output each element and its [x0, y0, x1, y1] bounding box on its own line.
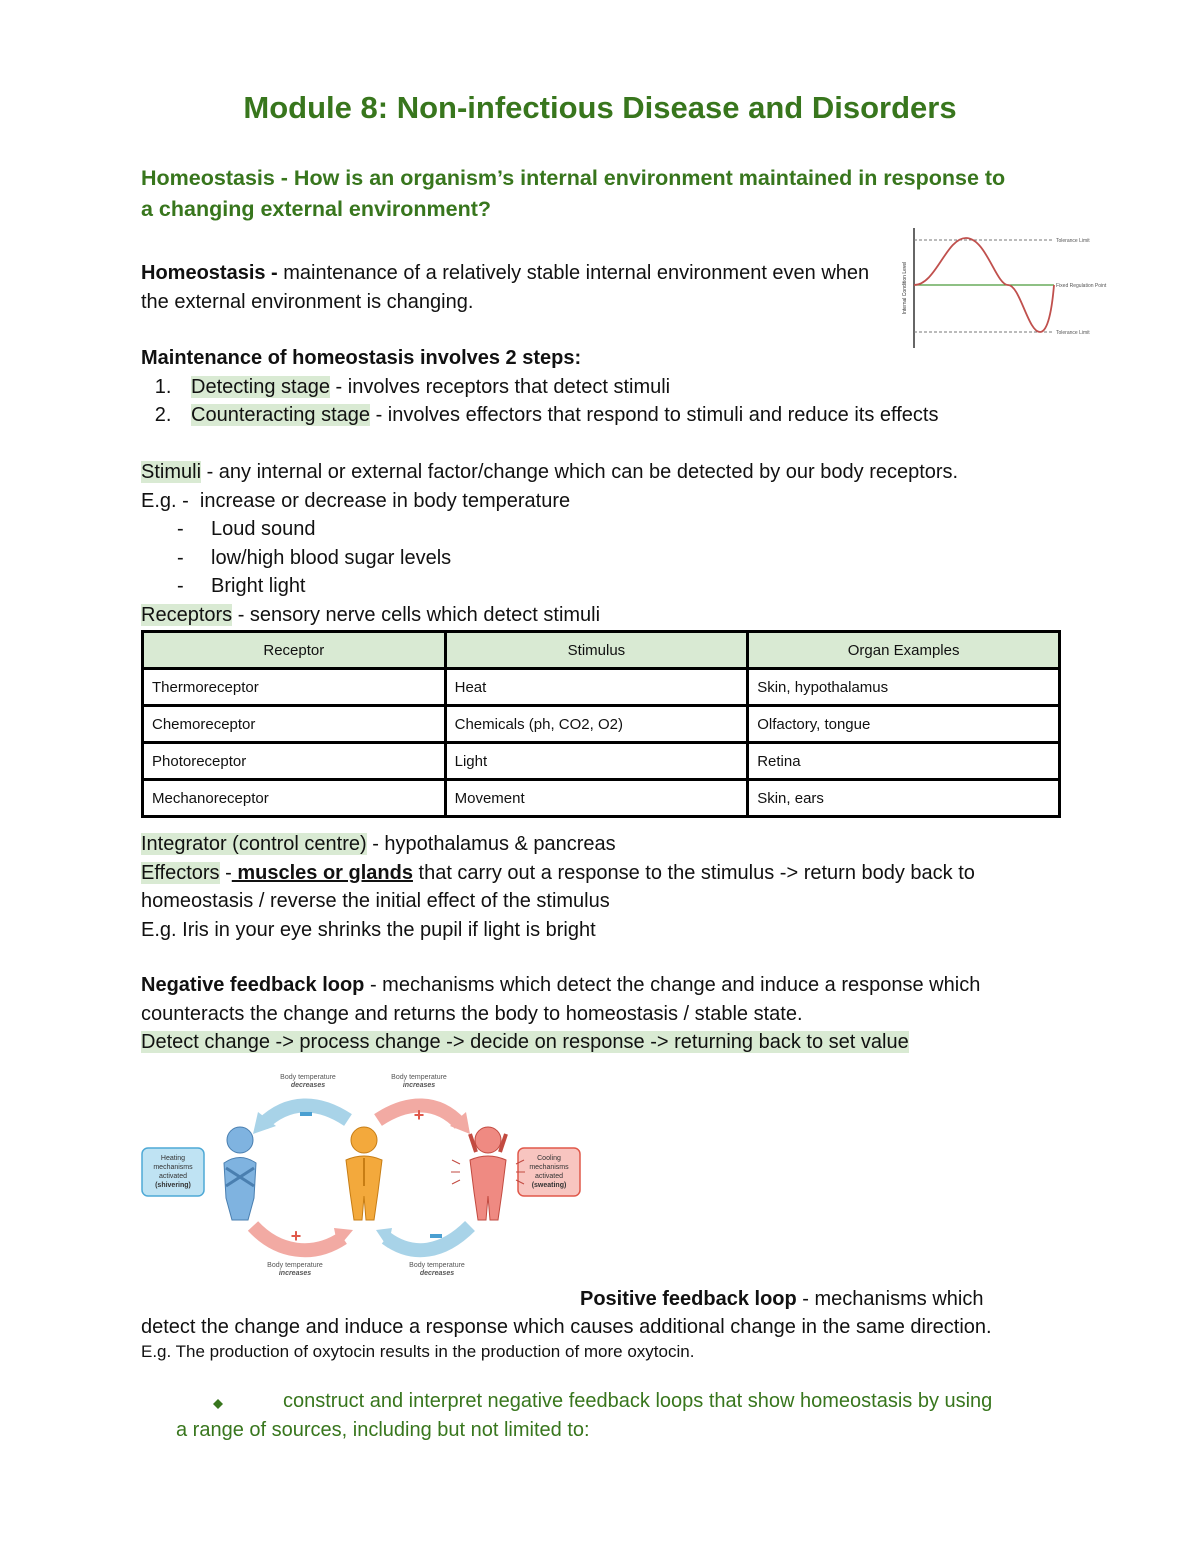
step-text: - involves effectors that respond to stimuli and reduce its effects	[370, 404, 939, 426]
graph-lower-label: Tolerance Limit	[1056, 330, 1090, 336]
receptor-table	[141, 630, 1061, 818]
positive-rest: detect the change and induce a response which causes additional change in the same direction.	[141, 1316, 992, 1338]
table-cell: Thermoreceptor	[143, 669, 446, 706]
positive-example: E.g. The production of oxytocin results in the production of more oxytocin.	[141, 1342, 695, 1361]
label-bottom-left-2: increases	[278, 1270, 312, 1277]
label-bottom-right-1: Body temperature	[409, 1262, 465, 1269]
effectors-definition	[141, 859, 1076, 916]
label-top-left-1: Body temperature	[280, 1074, 336, 1081]
example-text: low/high blood sugar levels	[211, 546, 452, 569]
positive-first-line	[580, 1285, 1080, 1314]
normal-person-icon	[346, 1127, 382, 1220]
negative-steps: Detect change -> process change -> decide on response -> returning back to set value	[141, 1031, 909, 1053]
bullet-line-2: a range of sources, including but not limited to:	[176, 1419, 590, 1441]
stimuli-example-first	[141, 487, 1081, 516]
table-row	[143, 706, 1060, 743]
stimuli-section	[141, 458, 1081, 629]
homeostasis-graph	[896, 224, 1107, 350]
cooling-text: mechanisms	[529, 1164, 569, 1171]
stimuli-text: - any internal or external factor/change which can be detected by our body receptors.	[201, 461, 959, 483]
effectors-bold: muscles or glands	[231, 861, 413, 884]
table-cell: Retina	[748, 743, 1060, 780]
graph-upper-label: Tolerance Limit	[1056, 238, 1090, 244]
example-text: Bright light	[211, 575, 306, 597]
step-item	[177, 401, 1081, 430]
effectors-term: Effectors	[141, 861, 220, 884]
page-title: Module 8: Non-infectious Disease and Disorders	[243, 90, 957, 125]
table-cell: Light	[445, 743, 748, 780]
definition-term: Homeostasis -	[141, 262, 278, 284]
table-cell: Skin, ears	[748, 780, 1060, 817]
effectors-text: that carry out a response to the stimulus -> return body back to homeostasis / reverse the initial effect of the stimulus	[141, 861, 975, 912]
eg-first: increase or decrease in body temperature	[199, 489, 571, 512]
label-top-right-1: Body temperature	[391, 1074, 447, 1081]
table-cell: Chemicals (ph, CO2, O2)	[445, 706, 748, 743]
cooling-text: Cooling	[537, 1155, 561, 1162]
label-top-right-2: increases	[402, 1082, 436, 1089]
step-text: - involves receptors that detect stimuli	[329, 375, 671, 398]
table-header: Receptor	[143, 632, 446, 669]
receptors-definition	[141, 601, 1081, 630]
step-term: Counteracting stage	[191, 404, 371, 426]
label-bottom-right-2: decreases	[419, 1270, 455, 1277]
positive-text-first: - mechanisms which	[796, 1288, 984, 1310]
list-item: - Bright light	[177, 575, 306, 597]
effectors-dash: -	[219, 861, 232, 884]
cooling-text: activated	[534, 1173, 564, 1180]
table-cell: Skin, hypothalamus	[748, 669, 1060, 706]
table-row	[143, 780, 1060, 817]
negative-term: Negative feedback loop	[141, 974, 365, 996]
table-header: Organ Examples	[748, 632, 1060, 669]
label-top-left-2: decreases	[290, 1082, 326, 1089]
arrow-bottom-right	[386, 1226, 470, 1250]
table-row	[143, 743, 1060, 780]
label-bottom-left-1: Body temperature	[267, 1262, 323, 1269]
table-row	[143, 669, 1060, 706]
negative-definition	[141, 971, 1076, 1028]
eg-prefix: E.g. -	[141, 489, 189, 512]
heating-text: (shivering)	[155, 1182, 191, 1189]
plus-icon: +	[413, 1105, 425, 1125]
table-cell: Movement	[445, 780, 748, 817]
table-cell: Olfactory, tongue	[748, 706, 1060, 743]
step-term: Detecting stage	[191, 375, 330, 398]
heating-text: mechanisms	[153, 1164, 193, 1171]
positive-term: Positive feedback loop	[580, 1288, 797, 1310]
hot-person-icon	[451, 1127, 525, 1220]
cooling-text: (sweating)	[531, 1182, 567, 1189]
table-cell: Chemoreceptor	[143, 706, 446, 743]
receptors-text: - sensory nerve cells which detect stimuli	[232, 603, 601, 626]
list-item: - Loud sound	[177, 518, 316, 540]
stimuli-term: Stimuli	[141, 461, 202, 483]
table-header: Stimulus	[445, 632, 748, 669]
graph-y-label: Internal Condition Level	[902, 261, 908, 315]
plus-icon: +	[290, 1226, 302, 1246]
integrator-term: Integrator (control centre)	[141, 833, 367, 855]
receptors-term: Receptors	[141, 603, 233, 626]
diamond-bullet-icon	[212, 1398, 224, 1410]
negative-feedback-section	[141, 971, 1076, 1057]
negative-steps-line	[141, 1028, 1076, 1057]
definition-text: maintenance of a relatively stable internal environment even when the external environment is changing.	[141, 262, 870, 313]
table-cell: Mechanoreceptor	[143, 780, 446, 817]
minus-icon	[300, 1112, 312, 1116]
homeostasis-definition	[141, 259, 886, 316]
integrator-text: - hypothalamus & pancreas	[366, 833, 616, 855]
heating-text: Heating	[160, 1155, 186, 1162]
minus-icon	[430, 1234, 442, 1238]
heating-text: activated	[158, 1173, 188, 1180]
table-header-row	[143, 632, 1060, 669]
section-heading: Homeostasis - How is an organism’s internal environment maintained in response to a changing external environment?	[141, 166, 1006, 221]
integrator-effectors-section	[141, 830, 1076, 944]
table-cell: Heat	[445, 669, 748, 706]
cold-person-icon	[224, 1127, 256, 1220]
graph-mid-label: Fixed Regulation Point	[1056, 283, 1107, 289]
feedback-loop-diagram	[138, 1068, 586, 1283]
steps-heading: Maintenance of homeostasis involves 2 steps:	[141, 347, 582, 369]
list-item: - low/high blood sugar levels	[177, 546, 452, 569]
integrator-definition	[141, 830, 1076, 859]
table-cell: Photoreceptor	[143, 743, 446, 780]
negative-text: - mechanisms which detect the change and induce a response which counteracts the change and returns the body to homeostasis / stable state.	[141, 974, 981, 1025]
steps-section	[141, 344, 1081, 430]
bullet-line-1: construct and interpret negative feedback loops that show homeostasis by using	[283, 1390, 993, 1412]
stimuli-definition	[141, 458, 1081, 487]
steps-list	[141, 373, 1081, 430]
step-item	[177, 373, 1081, 402]
effectors-example: E.g. Iris in your eye shrinks the pupil if light is bright	[141, 918, 596, 941]
example-text: Loud sound	[211, 518, 316, 540]
